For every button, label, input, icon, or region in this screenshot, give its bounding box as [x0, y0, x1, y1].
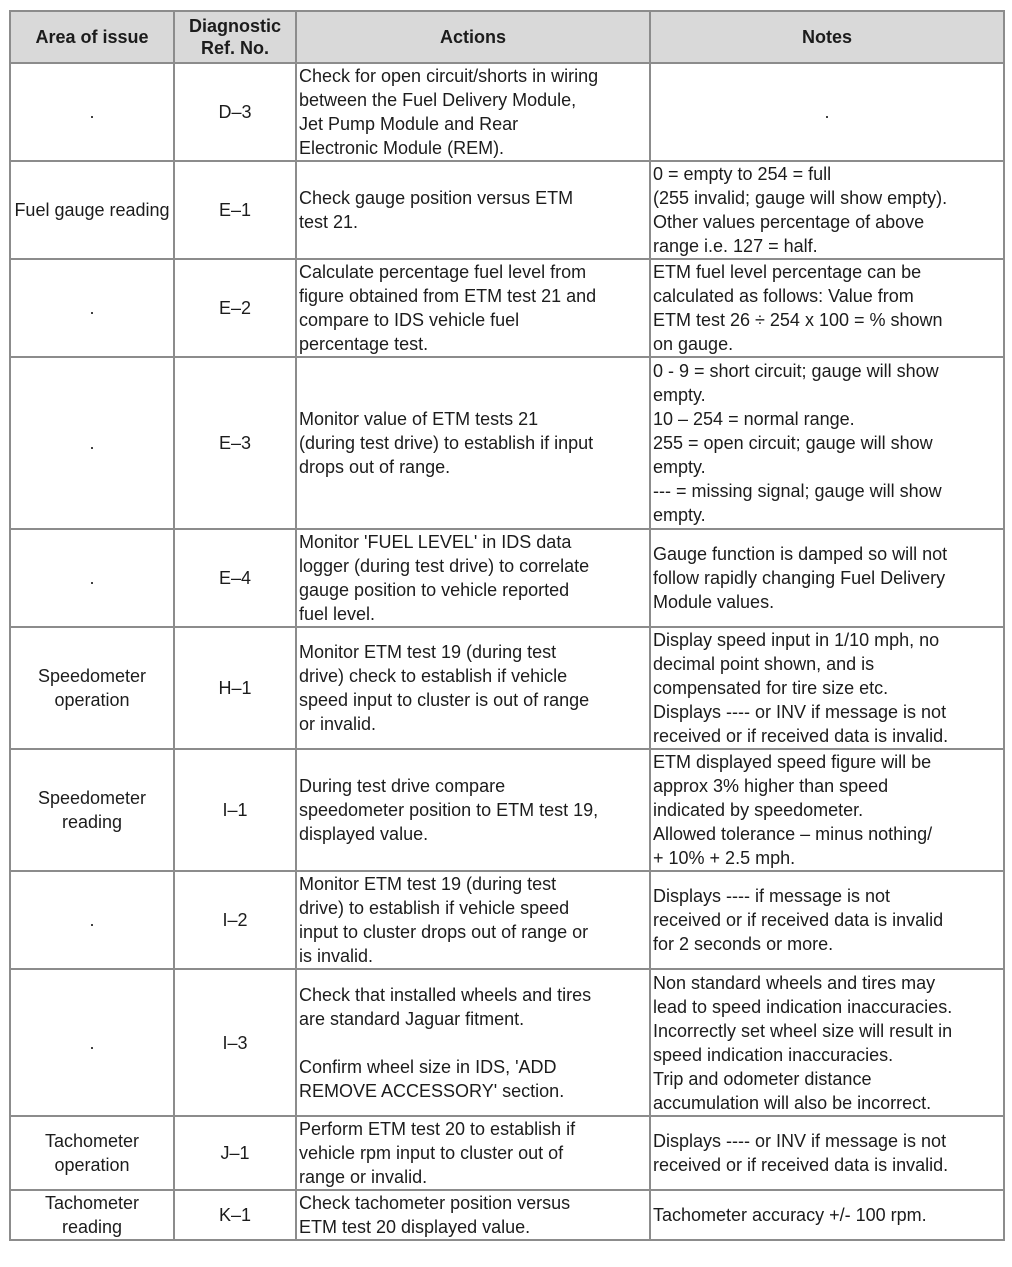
notes-line: decimal point shown, and is: [653, 654, 875, 674]
notes-line: Module values.: [653, 592, 775, 612]
ref-cell: I–1: [174, 749, 296, 871]
notes-line: on gauge.: [653, 334, 734, 354]
ref-cell: H–1: [174, 627, 296, 749]
table-row: [10, 627, 1004, 749]
actions-line: Check gauge position versus ETM: [299, 188, 574, 208]
actions-line: Perform ETM test 20 to establish if: [299, 1119, 576, 1139]
actions-line: Confirm wheel size in IDS, 'ADD: [299, 1056, 557, 1077]
notes-line: compensated for tire size etc.: [653, 678, 889, 698]
notes-cell: [650, 871, 1004, 969]
actions-cell: [296, 969, 650, 1116]
ref-cell: J–1: [174, 1116, 296, 1190]
notes-line: (255 invalid; gauge will show empty).: [653, 188, 948, 208]
table-row: [10, 63, 1004, 161]
actions-line: compare to IDS vehicle fuel: [299, 310, 520, 330]
actions-line: or invalid.: [299, 714, 377, 734]
actions-gap: [299, 1031, 647, 1055]
notes-line: Displays ---- or INV if message is not: [653, 1131, 947, 1151]
table-row: [10, 1190, 1004, 1240]
notes-cell: [650, 529, 1004, 627]
notes-line: for 2 seconds or more.: [653, 934, 834, 954]
header-notes: Notes: [650, 11, 1004, 63]
notes-line: Non standard wheels and tires may: [653, 972, 936, 993]
actions-cell: [296, 63, 650, 161]
notes-line: empty.: [653, 457, 706, 477]
area-cell: .: [10, 529, 174, 627]
notes-line: indicated by speedometer.: [653, 800, 864, 820]
header-ref: [174, 11, 296, 63]
table-row: [10, 969, 1004, 1116]
notes-line: Other values percentage of above: [653, 212, 925, 232]
notes-line: ETM fuel level percentage can be: [653, 262, 922, 282]
notes-line: approx 3% higher than speed: [653, 776, 889, 796]
actions-cell: [296, 1190, 650, 1240]
actions-cell: [296, 259, 650, 357]
table-row: [10, 1116, 1004, 1190]
actions-line: vehicle rpm input to cluster out of: [299, 1143, 564, 1163]
actions-line: drive) to establish if vehicle speed: [299, 898, 570, 918]
area-cell: .: [10, 357, 174, 529]
notes-cell: [650, 161, 1004, 259]
ref-cell: I–3: [174, 969, 296, 1116]
notes-cell: [650, 63, 1004, 161]
actions-line: Check tachometer position versus: [299, 1193, 571, 1213]
diagnostic-table: [9, 10, 1005, 1241]
ref-cell: I–2: [174, 871, 296, 969]
ref-cell: E–1: [174, 161, 296, 259]
table-body: [10, 63, 1004, 1240]
header-area: Area of issue: [10, 11, 174, 63]
ref-cell: E–4: [174, 529, 296, 627]
actions-line: drive) check to establish if vehicle: [299, 666, 568, 686]
actions-cell: [296, 871, 650, 969]
notes-line: .: [824, 102, 830, 122]
actions-cell: [296, 529, 650, 627]
notes-line: --- = missing signal; gauge will show: [653, 481, 942, 501]
header-actions: Actions: [296, 11, 650, 63]
ref-cell: E–2: [174, 259, 296, 357]
notes-line: 255 = open circuit; gauge will show: [653, 433, 933, 453]
area-cell: Tachometer reading: [10, 1190, 174, 1240]
notes-line: Gauge function is damped so will not: [653, 544, 948, 564]
actions-line: Check for open circuit/shorts in wiring: [299, 66, 599, 86]
actions-line: range or invalid.: [299, 1167, 428, 1187]
actions-line: Electronic Module (REM).: [299, 138, 505, 158]
actions-line: Calculate percentage fuel level from: [299, 262, 587, 282]
header-row: [10, 11, 1004, 63]
actions-line: percentage test.: [299, 334, 429, 354]
notes-cell: [650, 259, 1004, 357]
actions-cell: [296, 357, 650, 529]
area-cell: .: [10, 871, 174, 969]
notes-line: follow rapidly changing Fuel Delivery: [653, 568, 946, 588]
actions-line: is invalid.: [299, 946, 374, 966]
actions-line: gauge position to vehicle reported: [299, 580, 570, 600]
actions-line: (during test drive) to establish if input: [299, 433, 594, 453]
table-row: [10, 529, 1004, 627]
actions-line: test 21.: [299, 212, 359, 232]
notes-line: speed indication inaccuracies.: [653, 1044, 894, 1065]
notes-line: Allowed tolerance – minus nothing/: [653, 824, 933, 844]
actions-line: Monitor 'FUEL LEVEL' in IDS data: [299, 532, 572, 552]
notes-line: 0 - 9 = short circuit; gauge will show: [653, 361, 939, 381]
area-cell: Fuel gauge reading: [10, 161, 174, 259]
actions-cell: [296, 1116, 650, 1190]
notes-cell: [650, 627, 1004, 749]
notes-cell: [650, 1116, 1004, 1190]
area-cell: .: [10, 259, 174, 357]
notes-cell: [650, 969, 1004, 1116]
actions-line: logger (during test drive) to correlate: [299, 556, 590, 576]
actions-line: Jet Pump Module and Rear: [299, 114, 519, 134]
actions-line: drops out of range.: [299, 457, 451, 477]
actions-line: Monitor value of ETM tests 21: [299, 409, 539, 429]
actions-line: are standard Jaguar fitment.: [299, 1008, 525, 1029]
actions-line: speedometer position to ETM test 19,: [299, 800, 599, 820]
actions-line: speed input to cluster is out of range: [299, 690, 590, 710]
notes-cell: [650, 749, 1004, 871]
actions-line: figure obtained from ETM test 21 and: [299, 286, 597, 306]
area-cell: Tachometer operation: [10, 1116, 174, 1190]
notes-line: + 10% + 2.5 mph.: [653, 848, 796, 868]
area-cell: Speedometer reading: [10, 749, 174, 871]
area-cell: .: [10, 969, 174, 1116]
actions-cell: [296, 161, 650, 259]
ref-cell: D–3: [174, 63, 296, 161]
area-cell: Speedometer operation: [10, 627, 174, 749]
notes-line: calculated as follows: Value from: [653, 286, 914, 306]
notes-line: Incorrectly set wheel size will result in: [653, 1020, 953, 1041]
header-ref-line1: Diagnostic: [188, 16, 281, 36]
notes-line: accumulation will also be incorrect.: [653, 1092, 932, 1113]
area-cell: .: [10, 63, 174, 161]
notes-line: empty.: [653, 505, 706, 525]
notes-line: Trip and odometer distance: [653, 1068, 872, 1089]
actions-line: Check that installed wheels and tires: [299, 984, 592, 1005]
notes-line: received or if received data is invalid.: [653, 726, 949, 746]
table-row: [10, 871, 1004, 969]
actions-line: ETM test 20 displayed value.: [299, 1217, 531, 1237]
actions-line: During test drive compare: [299, 776, 506, 796]
table-row: [10, 161, 1004, 259]
actions-line: fuel level.: [299, 604, 376, 624]
notes-line: received or if received data is invalid.: [653, 1155, 949, 1175]
actions-line: displayed value.: [299, 824, 429, 844]
notes-line: Displays ---- if message is not: [653, 886, 891, 906]
actions-line: input to cluster drops out of range or: [299, 922, 589, 942]
notes-line: ETM displayed speed figure will be: [653, 752, 932, 772]
ref-cell: E–3: [174, 357, 296, 529]
notes-line: received or if received data is invalid: [653, 910, 944, 930]
ref-cell: K–1: [174, 1190, 296, 1240]
notes-line: range i.e. 127 = half.: [653, 236, 818, 256]
actions-line: REMOVE ACCESSORY' section.: [299, 1080, 565, 1101]
actions-cell: [296, 749, 650, 871]
notes-line: empty.: [653, 385, 706, 405]
notes-line: Displays ---- or INV if message is not: [653, 702, 947, 722]
table-row: [10, 749, 1004, 871]
actions-line: between the Fuel Delivery Module,: [299, 90, 577, 110]
actions-line: Monitor ETM test 19 (during test: [299, 874, 557, 894]
notes-line: lead to speed indication inaccuracies.: [653, 996, 953, 1017]
actions-line: Monitor ETM test 19 (during test: [299, 642, 557, 662]
notes-line: 0 = empty to 254 = full: [653, 164, 832, 184]
header-ref-line2: Ref. No.: [200, 38, 269, 58]
actions-cell: [296, 627, 650, 749]
table-row: [10, 357, 1004, 529]
notes-line: ETM test 26 ÷ 254 x 100 = % shown: [653, 310, 943, 330]
notes-cell: [650, 357, 1004, 529]
table-row: [10, 259, 1004, 357]
notes-line: Tachometer accuracy +/- 100 rpm.: [653, 1205, 927, 1225]
notes-line: Display speed input in 1/10 mph, no: [653, 630, 940, 650]
notes-line: 10 – 254 = normal range.: [653, 409, 855, 429]
notes-cell: [650, 1190, 1004, 1240]
